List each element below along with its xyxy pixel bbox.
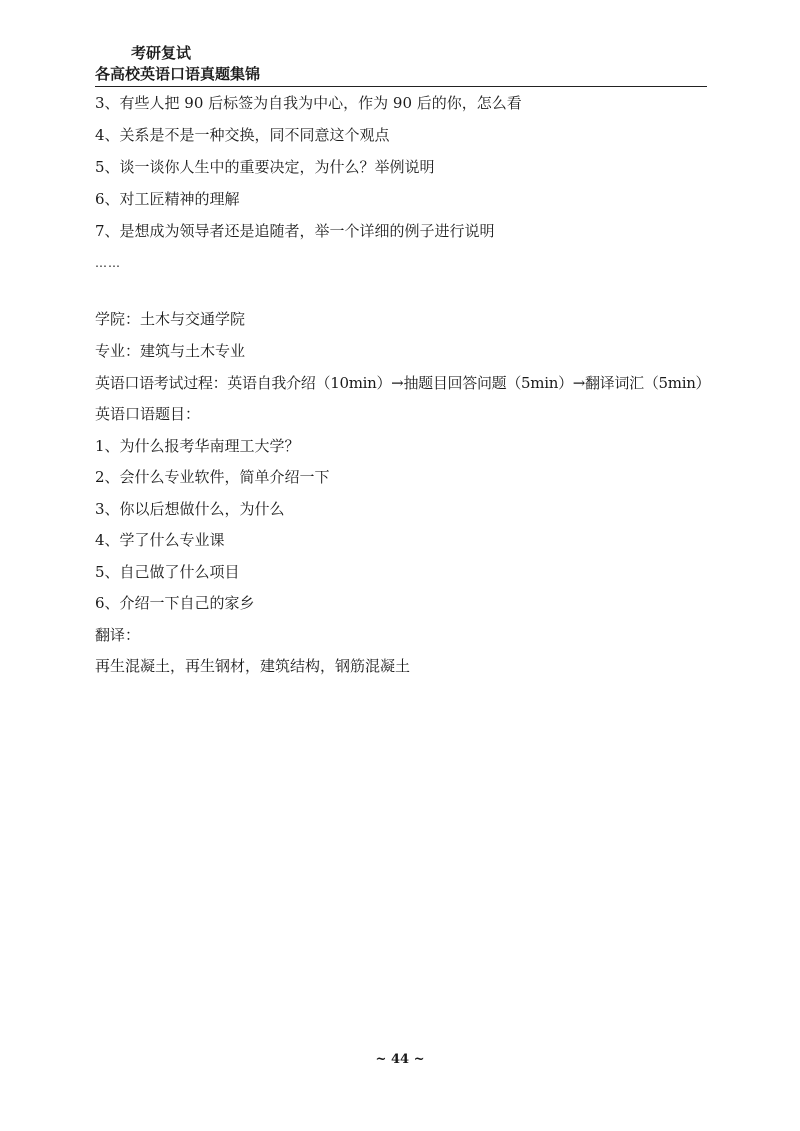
exam-question: 1、为什么报考华南理工大学？ bbox=[95, 437, 300, 455]
question-line: 6、对工匠精神的理解 bbox=[95, 190, 240, 208]
translation-terms: 再生混凝土，再生钢材，建筑结构，钢筋混凝土 bbox=[95, 657, 411, 675]
header-title-line2: 各高校英语口语真题集锦 bbox=[95, 65, 261, 83]
question-line: 4、关系是不是一种交换，同不同意这个观点 bbox=[95, 126, 390, 144]
page-header bbox=[95, 44, 707, 88]
exam-question: 3、你以后想做什么，为什么 bbox=[95, 500, 285, 518]
question-line: 3、有些人把 90 后标签为自我为中心，作为 90 后的你，怎么看 bbox=[95, 94, 522, 112]
question-line: 7、是想成为领导者还是追随者，举一个详细的例子进行说明 bbox=[95, 222, 495, 240]
ellipsis: …… bbox=[95, 256, 121, 270]
question-line: 5、谈一谈你人生中的重要决定，为什么？举例说明 bbox=[95, 158, 435, 176]
header-divider bbox=[95, 86, 707, 87]
exam-question: 5、自己做了什么项目 bbox=[95, 563, 240, 581]
translation-heading: 翻译： bbox=[95, 626, 141, 644]
exam-question: 2、会什么专业软件，简单介绍一下 bbox=[95, 468, 330, 486]
major-line: 专业：建筑与土木专业 bbox=[95, 342, 246, 360]
exam-process-line: 英语口语考试过程：英语自我介绍（10min）→抽题目回答问题（5min）→翻译词汇（5min） bbox=[95, 374, 711, 392]
header-title-line1: 考研复试 bbox=[131, 44, 192, 62]
exam-question: 6、介绍一下自己的家乡 bbox=[95, 594, 255, 612]
questions-heading: 英语口语题目： bbox=[95, 405, 201, 423]
exam-question: 4、学了什么专业课 bbox=[95, 531, 225, 549]
college-line: 学院：土木与交通学院 bbox=[95, 310, 246, 328]
page-number: ~ 44 ~ bbox=[375, 1052, 425, 1067]
